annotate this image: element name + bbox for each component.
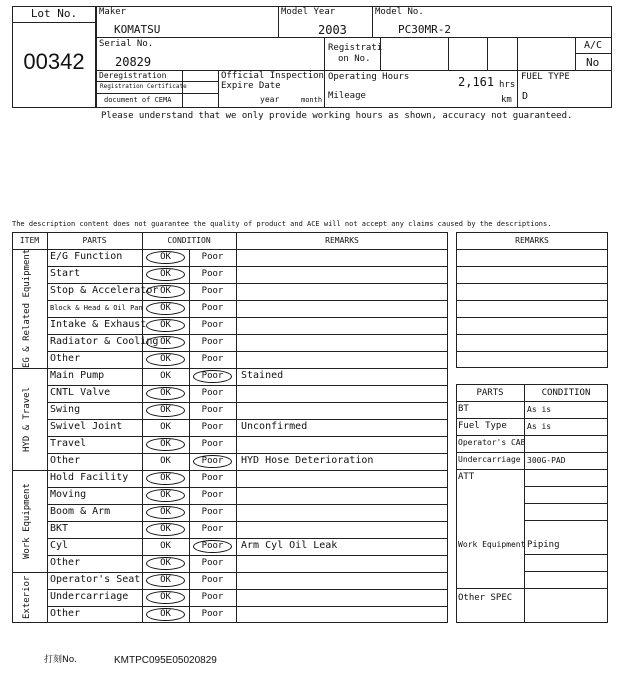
row-divider	[47, 419, 448, 420]
remarks-line	[456, 351, 608, 352]
serial-label: Serial No.	[99, 39, 154, 49]
engraving-label: 打刻No.	[44, 655, 77, 665]
condition-header: CONDITION	[541, 388, 591, 398]
poor-option[interactable]: Poor	[201, 439, 224, 449]
registration-label-1: Registrati	[328, 43, 383, 53]
poor-option[interactable]: Poor	[201, 354, 224, 364]
ok-option[interactable]: OK	[160, 405, 171, 415]
row-divider	[47, 538, 448, 539]
part-name: Travel	[50, 438, 87, 449]
ok-option[interactable]: OK	[160, 609, 171, 619]
att-label: ATT	[458, 472, 475, 482]
remark-text: Stained	[241, 370, 284, 381]
deregistration-label: Deregistration	[99, 71, 167, 80]
work-equipment-line	[524, 571, 608, 572]
ok-option[interactable]: OK	[160, 252, 171, 262]
ok-option[interactable]: OK	[160, 490, 171, 500]
part-name: Start	[50, 268, 81, 279]
ok-selected-circle	[146, 506, 185, 519]
row-divider	[47, 385, 448, 386]
poor-option[interactable]: Poor	[201, 456, 224, 466]
part-name: BKT	[50, 523, 69, 534]
disclaimer-text: The description content does not guarantee the quality of product and ACE will not accept any claims caused by the descriptions.	[12, 220, 552, 228]
poor-option[interactable]: Poor	[201, 337, 224, 347]
ok-option[interactable]: OK	[160, 541, 171, 551]
ok-option[interactable]: OK	[160, 473, 171, 483]
poor-option[interactable]: Poor	[201, 490, 224, 500]
ok-selected-circle	[146, 591, 185, 604]
header-parts: PARTS	[82, 236, 107, 245]
right-remarks-box	[456, 232, 608, 368]
group-divider	[12, 368, 448, 369]
work-equipment-line	[524, 554, 608, 555]
ok-selected-circle	[146, 523, 185, 536]
poor-option[interactable]: Poor	[201, 371, 224, 381]
fuel-type-label: FUEL TYPE	[521, 72, 570, 82]
work-equipment-value: Piping	[527, 540, 560, 550]
part-name: CNTL Valve	[50, 387, 111, 398]
group-divider	[12, 470, 448, 471]
group-label: HYD & Travel	[22, 386, 32, 452]
ok-option[interactable]: OK	[160, 507, 171, 517]
lot-label: Lot No.	[30, 7, 78, 20]
model-no-label: Model No.	[375, 7, 424, 17]
lot-number: 00342	[23, 49, 85, 74]
parts-row-divider	[456, 469, 608, 470]
parts-row-condition: 300G-PAD	[527, 456, 566, 465]
table-divider	[12, 249, 448, 250]
registration-certificate-label: Registration Certificate	[100, 83, 187, 90]
poor-option[interactable]: Poor	[201, 507, 224, 517]
work-equipment-label: Work Equipment	[458, 540, 526, 549]
poor-option[interactable]: Poor	[201, 422, 224, 432]
ok-selected-circle	[146, 387, 185, 400]
ok-option[interactable]: OK	[160, 422, 171, 432]
ok-selected-circle	[146, 302, 185, 315]
ok-option[interactable]: OK	[160, 354, 171, 364]
parts-row-label: Operator's CAB	[458, 438, 526, 447]
poor-option[interactable]: Poor	[201, 286, 224, 296]
parts-header: PARTS	[476, 388, 504, 398]
ok-selected-circle	[146, 404, 185, 417]
table-divider	[236, 232, 237, 623]
table-divider	[142, 232, 143, 623]
row-divider	[47, 266, 448, 267]
row-divider	[47, 402, 448, 403]
ok-selected-circle	[146, 557, 185, 570]
serial-value: 20829	[115, 55, 152, 69]
ok-option[interactable]: OK	[160, 303, 171, 313]
ok-selected-circle	[146, 251, 185, 264]
part-name: Intake & Exhaust	[50, 319, 147, 330]
row-divider	[47, 589, 448, 590]
parts-row-divider	[456, 401, 608, 402]
ok-option[interactable]: OK	[160, 320, 171, 330]
fuel-type-value: D	[522, 91, 529, 102]
header-item: ITEM	[19, 236, 40, 245]
ac-value: No	[586, 56, 600, 69]
other-spec-divider	[456, 588, 608, 589]
remark-text: Unconfirmed	[241, 421, 308, 432]
part-name: Hold Facility	[50, 472, 129, 483]
parts-row-divider	[456, 452, 608, 453]
ok-selected-circle	[146, 268, 185, 281]
poor-selected-circle	[193, 540, 232, 553]
hrs-unit: hrs	[499, 80, 516, 90]
poor-option[interactable]: Poor	[201, 405, 224, 415]
ok-option[interactable]: OK	[160, 371, 171, 381]
header-remarks: REMARKS	[325, 236, 359, 245]
row-divider	[47, 487, 448, 488]
ok-option[interactable]: OK	[160, 456, 171, 466]
poor-option[interactable]: Poor	[201, 558, 224, 568]
parts-row-divider	[456, 418, 608, 419]
att-line	[524, 503, 608, 504]
poor-option[interactable]: Poor	[201, 388, 224, 398]
row-divider	[47, 283, 448, 284]
group-divider	[12, 572, 448, 573]
part-name: Operator's Seat	[50, 574, 141, 585]
ok-selected-circle	[146, 353, 185, 366]
poor-option[interactable]: Poor	[201, 575, 224, 585]
poor-option[interactable]: Poor	[201, 592, 224, 602]
cema-document-label: document of CEMA	[104, 96, 172, 104]
ok-selected-circle	[146, 574, 185, 587]
row-divider	[47, 504, 448, 505]
row-divider	[47, 606, 448, 607]
row-divider	[47, 453, 448, 454]
poor-option[interactable]: Poor	[201, 524, 224, 534]
operating-hours-value: 2,161	[458, 75, 495, 89]
operating-hours-label: Operating Hours	[328, 72, 410, 82]
ok-selected-circle	[146, 319, 185, 332]
inspection-label-1: Official Inspection	[221, 71, 324, 81]
part-name: Boom & Arm	[50, 506, 111, 517]
remarks-line	[456, 266, 608, 267]
part-name: Block & Head & Oil Pan	[50, 304, 143, 312]
mileage-label: Mileage	[328, 91, 366, 101]
part-name: Main Pump	[50, 370, 105, 381]
part-name: Undercarriage	[50, 591, 129, 602]
ok-option[interactable]: OK	[160, 388, 171, 398]
ok-option[interactable]: OK	[160, 575, 171, 585]
other-spec-label: Other SPEC	[458, 593, 513, 603]
row-divider	[47, 300, 448, 301]
km-unit: km	[501, 95, 512, 105]
row-divider	[47, 521, 448, 522]
remarks-line	[456, 300, 608, 301]
part-name: Swing	[50, 404, 81, 415]
remark-text: Arm Cyl Oil Leak	[241, 540, 338, 551]
ok-option[interactable]: OK	[160, 286, 171, 296]
group-label: Work Equipment	[22, 483, 32, 559]
att-line	[524, 520, 608, 521]
part-name: Other	[50, 608, 81, 619]
parts-row-condition: As is	[527, 405, 552, 414]
parts-row-divider	[456, 435, 608, 436]
ok-selected-circle	[146, 489, 185, 502]
ok-selected-circle	[146, 438, 185, 451]
engraving-number: KMTPC095E05020829	[114, 655, 217, 666]
registration-label-2: on No.	[338, 54, 371, 64]
row-divider	[47, 436, 448, 437]
ok-selected-circle	[146, 472, 185, 485]
group-label: Exterior	[22, 575, 32, 620]
att-line	[524, 486, 608, 487]
ok-option[interactable]: OK	[160, 269, 171, 279]
poor-option[interactable]: Poor	[201, 541, 224, 551]
table-divider	[47, 232, 48, 623]
ok-option[interactable]: OK	[160, 524, 171, 534]
poor-option[interactable]: Poor	[201, 303, 224, 313]
ok-option[interactable]: OK	[160, 592, 171, 602]
ok-selected-circle	[146, 608, 185, 621]
maker-label: Maker	[99, 7, 127, 17]
parts-table-divider	[524, 384, 525, 623]
row-divider	[47, 317, 448, 318]
part-name: Other	[50, 557, 81, 568]
parts-table-frame	[456, 384, 608, 623]
condition-table-frame	[12, 232, 448, 623]
right-remarks-header: REMARKS	[515, 236, 549, 245]
remarks-line	[456, 317, 608, 318]
remark-text: HYD Hose Deterioration	[241, 455, 374, 466]
part-name: Cyl	[50, 540, 69, 551]
parts-row-label: Undercarriage	[458, 455, 521, 464]
poor-option[interactable]: Poor	[201, 252, 224, 262]
header-condition: CONDITION	[167, 236, 211, 245]
model-no-value: PC30MR-2	[398, 23, 451, 36]
month-label: month	[301, 96, 323, 104]
row-divider	[47, 351, 448, 352]
maker-value: KOMATSU	[114, 23, 161, 36]
remarks-line	[456, 283, 608, 284]
parts-row-label: Fuel Type	[458, 421, 507, 431]
group-label: EG & Related Equipment	[22, 248, 32, 369]
year-label: year	[260, 95, 280, 104]
parts-row-condition: As is	[527, 422, 552, 431]
ok-selected-circle	[146, 336, 185, 349]
part-name: Swivel Joint	[50, 421, 123, 432]
inspection-label-2: Expire Date	[221, 81, 281, 91]
poor-selected-circle	[193, 455, 232, 468]
ok-option[interactable]: OK	[160, 439, 171, 449]
ok-option[interactable]: OK	[160, 558, 171, 568]
poor-option[interactable]: Poor	[201, 320, 224, 330]
poor-option[interactable]: Poor	[201, 473, 224, 483]
notice-text: Please understand that we only provide working hours as shown, accuracy not guaranteed.	[101, 111, 573, 121]
ok-selected-circle	[146, 285, 185, 298]
part-name: Other	[50, 353, 81, 364]
part-name: Other	[50, 455, 81, 466]
part-name: Radiator & Cooling	[50, 336, 159, 347]
poor-selected-circle	[193, 370, 232, 383]
ok-option[interactable]: OK	[160, 337, 171, 347]
part-name: Stop & Accelerator	[50, 285, 159, 296]
remarks-line	[456, 334, 608, 335]
poor-option[interactable]: Poor	[201, 269, 224, 279]
part-name: Moving	[50, 489, 87, 500]
row-divider	[47, 334, 448, 335]
remarks-line	[456, 249, 608, 250]
ac-label: A/C	[584, 40, 603, 51]
poor-option[interactable]: Poor	[201, 609, 224, 619]
model-year-label: Model Year	[281, 7, 336, 17]
part-name: E/G Function	[50, 251, 123, 262]
row-divider	[47, 555, 448, 556]
model-year-value: 2003	[318, 23, 347, 37]
parts-row-label: BT	[458, 404, 469, 414]
table-divider	[189, 249, 190, 623]
